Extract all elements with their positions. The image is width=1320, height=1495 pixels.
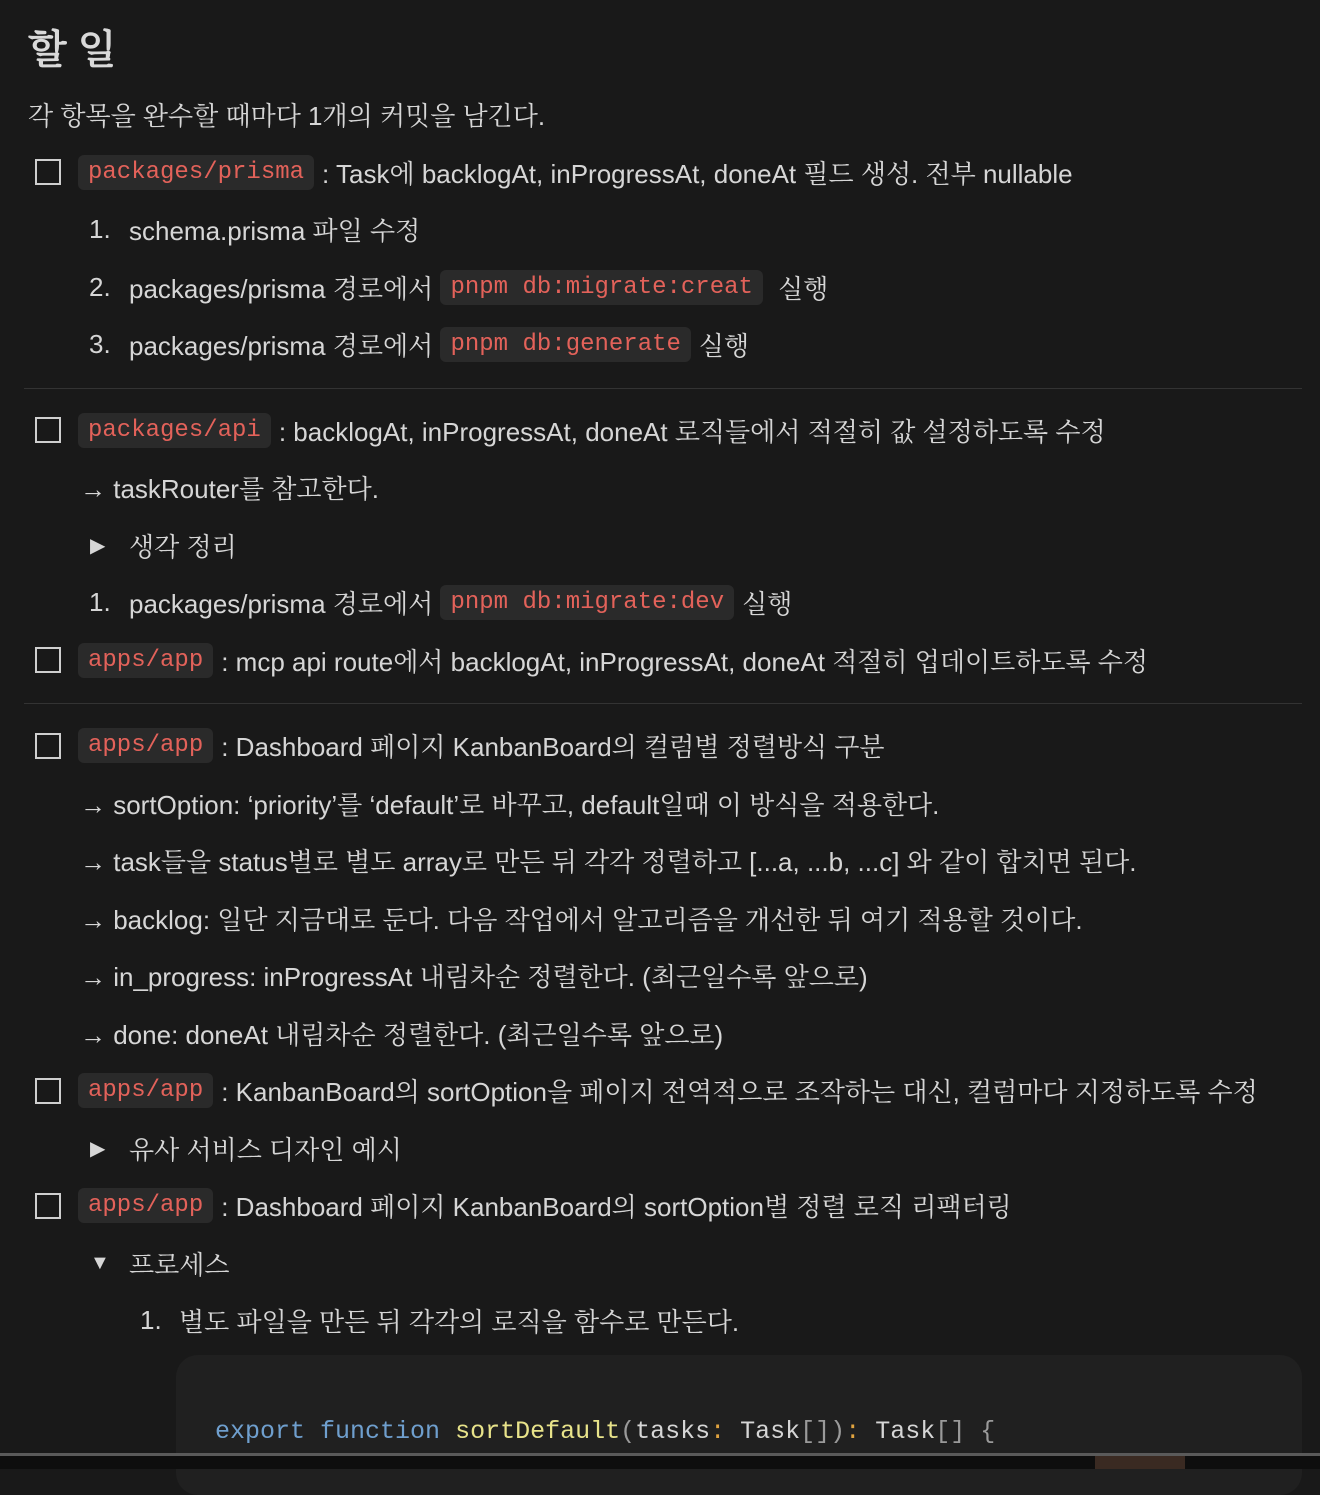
checkbox[interactable]	[35, 1078, 61, 1104]
toggle-block[interactable]	[0, 1120, 1320, 1178]
list-text: 실행	[778, 273, 829, 304]
toggle-label: 프로세스	[129, 1249, 230, 1280]
code-punct: (	[620, 1417, 636, 1446]
code-line	[215, 1417, 995, 1446]
triangle-right-icon[interactable]: ▶	[90, 534, 106, 557]
divider	[0, 689, 1320, 717]
todo-item	[0, 632, 1320, 690]
todo-item	[0, 144, 1320, 202]
code-function-name: sortDefault	[455, 1417, 621, 1446]
toggle-label: 생각 정리	[129, 531, 237, 562]
list-item	[0, 574, 1320, 632]
list-text: packages/prisma 경로에서	[129, 589, 434, 620]
note-text: → task들을 status별로 별도 array로 만든 뒤 각각 정렬하고 [...a, ...b, ...c] 와 같이 합치면 된다.	[80, 847, 1137, 878]
list-item	[0, 1292, 1320, 1350]
list-number: 2.	[89, 271, 111, 302]
checkbox[interactable]	[35, 1193, 61, 1219]
todo-item	[0, 1062, 1320, 1120]
inline-code: apps/app	[78, 643, 213, 678]
code-type: Task	[725, 1417, 801, 1446]
checkbox[interactable]	[35, 647, 61, 673]
list-text: 실행	[742, 589, 793, 620]
list-number: 1.	[89, 587, 111, 618]
list-text: 별도 파일을 만든 뒤 각각의 로직을 함수로 만든다.	[179, 1307, 740, 1338]
note-text: → done: doneAt 내림차순 정렬한다. (최근일수록 앞으로)	[80, 1019, 724, 1050]
checkbox[interactable]	[35, 417, 61, 443]
list-text: 실행	[698, 331, 750, 362]
code-keyword: export	[215, 1417, 306, 1446]
divider	[0, 374, 1320, 402]
toggle-block[interactable]	[0, 517, 1320, 575]
code-punct: :	[710, 1417, 726, 1446]
note-text: → backlog: 일단 지금대로 둔다. 다음 작업에서 알고리즘을 개선한 뒤 여기 적용할 것이다.	[80, 904, 1083, 935]
list-number: 1.	[140, 1305, 162, 1336]
list-number: 1.	[89, 214, 111, 245]
triangle-down-icon[interactable]: ▼	[90, 1251, 110, 1274]
note-text: → in_progress: inProgressAt 내림차순 정렬한다. (최근일수록 앞으로)	[80, 962, 868, 993]
inline-code: pnpm db:migrate:dev	[440, 585, 734, 620]
code-punct: :	[845, 1417, 861, 1446]
inline-code: packages/api	[78, 413, 271, 448]
code-keyword: function	[320, 1417, 441, 1446]
code-param: tasks	[635, 1417, 711, 1446]
code-punct: [] {	[935, 1417, 996, 1446]
intro-text: 각 항목을 완수할 때마다 1개의 커밋을 남긴다.	[28, 101, 546, 132]
list-text: packages/prisma 경로에서	[129, 331, 434, 362]
todo-item	[0, 717, 1320, 775]
inline-code: apps/app	[78, 728, 213, 763]
toggle-block[interactable]	[0, 1235, 1320, 1293]
todo-text: : Task에 backlogAt, inProgressAt, doneAt 필드 생성. 전부 nullable	[322, 158, 1073, 189]
todo-item	[0, 402, 1320, 460]
background-window-strip	[0, 1453, 1320, 1469]
todo-item	[0, 1177, 1320, 1235]
todo-text: : mcp api route에서 backlogAt, inProgressAt, doneAt 적절히 업데이트하도록 수정	[221, 646, 1149, 677]
todo-text: : KanbanBoard의 sortOption을 페이지 전역적으로 조작하는 대신, 컬럼마다 지정하도록 수정	[221, 1077, 1258, 1108]
triangle-right-icon[interactable]: ▶	[90, 1137, 106, 1160]
list-text: packages/prisma 경로에서	[129, 273, 434, 304]
checkbox[interactable]	[35, 159, 61, 185]
inline-code: packages/prisma	[78, 155, 314, 190]
list-item	[0, 201, 1320, 259]
note-text: → taskRouter를 참고한다.	[80, 474, 379, 505]
todo-text: : backlogAt, inProgressAt, doneAt 로직들에서 적절히 값 설정하도록 수정	[278, 416, 1106, 447]
todo-text: : Dashboard 페이지 KanbanBoard의 컬럼별 정렬방식 구분	[221, 732, 885, 763]
inline-code: apps/app	[78, 1073, 213, 1108]
list-number: 3.	[89, 329, 111, 360]
inline-code: pnpm db:generate	[440, 327, 690, 362]
inline-code: apps/app	[78, 1188, 213, 1223]
code-punct: [])	[800, 1417, 846, 1446]
list-item	[0, 259, 1320, 317]
page-heading: 할 일	[28, 28, 117, 72]
checkbox[interactable]	[35, 733, 61, 759]
code-block[interactable]	[176, 1355, 1302, 1495]
code-type: Task	[860, 1417, 936, 1446]
toggle-label: 유사 서비스 디자인 예시	[129, 1134, 402, 1165]
list-text: schema.prisma 파일 수정	[129, 216, 421, 247]
inline-code: pnpm db:migrate:creat	[440, 270, 762, 305]
list-item	[0, 316, 1320, 374]
note-text: → sortOption: ‘priority’를 ‘default’로 바꾸고, default일때 이 방식을 적용한다.	[80, 789, 940, 820]
background-highlight	[1095, 1456, 1185, 1469]
todo-text: : Dashboard 페이지 KanbanBoard의 sortOption별 정렬 로직 리팩터링	[221, 1192, 1012, 1223]
